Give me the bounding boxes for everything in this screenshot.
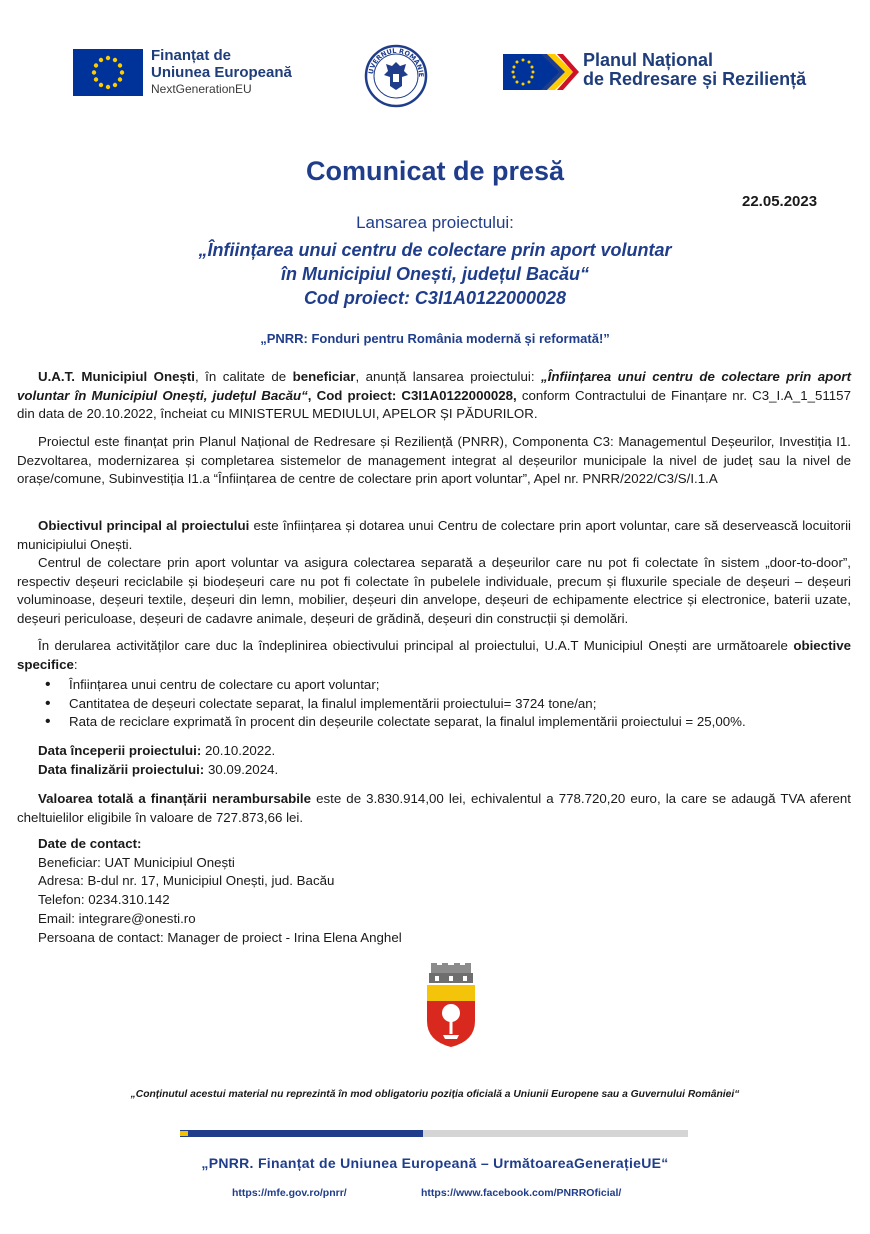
text-fragment: conform Contractului de Finanțare nr. C3_I.A_1_51157 din data de 20.10.2022, încheiat cu MINISTERUL MEDIULUI, APELOR ȘI PĂDURILOR. (17, 387, 851, 422)
paragraph-main-objective (17, 517, 851, 554)
eu-funding-line2: Uniunea Europeană (151, 64, 292, 81)
pnrr-logo-line2: de Redresare și Reziliență (583, 69, 807, 89)
contact-address: Adresa: B-dul nr. 17, Municipiul Onești, jud. Bacău (38, 873, 335, 889)
start-date-label: Data începerii proiectului: (38, 743, 202, 758)
financing-text: este de 3.830.914,00 lei, echivalentul a 778.720,20 euro, la care se adaugă TVA aferent cheltuielilor eligibile în valoare de 727.873,66 lei. (17, 791, 851, 825)
municipality-crest-logo (425, 963, 477, 1047)
page-title: Comunicat de presă (305, 156, 565, 186)
specific-objectives-label: obiective specifice (17, 638, 851, 672)
contact-phone: Telefon: 0234.310.142 (38, 892, 170, 908)
contact-heading: Date de contact: (38, 836, 142, 851)
eu-funding-line3: NextGenerationEU (151, 82, 252, 96)
pnrr-logo-label (583, 51, 806, 89)
objectives-list (45, 676, 845, 732)
footer-divider-accent (180, 1131, 188, 1136)
end-date-value: 30.09.2024. (204, 762, 279, 777)
footer-motto: „PNRR. Finanțat de Uniunea Europeană – UrmătoareaGenerațieUE“ (201, 1155, 669, 1171)
release-date: 22.05.2023 (742, 193, 818, 210)
start-date-value: 20.10.2022. (201, 743, 276, 758)
beneficiary-name: U.A.T. Municipiul Onești (38, 369, 195, 384)
end-date (38, 761, 278, 780)
text-fragment: este înființarea și dotarea unui Centru de colectare prin aport voluntar, care să deservească locuitorii municipiului Onești. (17, 518, 851, 552)
paragraph-financing-value (17, 790, 851, 827)
eu-funding-label (151, 47, 292, 97)
end-date-label: Data finalizării proiectului: (38, 762, 205, 777)
seal-text: UVERNUL ROMÂNIE (367, 46, 426, 78)
government-seal-logo (364, 44, 428, 108)
contact-email: Email: integrare@onesti.ro (38, 910, 196, 926)
subtitle: Lansarea proiectului: (356, 213, 514, 232)
project-title-line1: „Înființarea unui centru de colectare prin aport voluntar (198, 240, 672, 260)
text-fragment: , în calitate de (195, 369, 293, 384)
project-title-line2: în Municipiul Onești, județul Bacău“ (280, 264, 590, 284)
financing-label: Valoarea totală a finanțării nerambursabile (38, 791, 312, 806)
main-objective-label: Obiectivul principal al proiectului (38, 518, 250, 533)
pnrr-logo-line1: Planul Național (583, 50, 714, 70)
pnrr-facebook-link[interactable]: https://www.facebook.com/PNRROficial/ (421, 1187, 622, 1199)
pnrr-flag-logo (503, 52, 579, 92)
project-title (0, 238, 870, 310)
text-fragment: În derularea activităților care duc la îndeplinirea obiectivului principal al proiectului, U.A.T Municipiul Onești are următoarele (38, 638, 794, 653)
list-item: • Înființarea unui centru de colectare cu aport voluntar; (45, 676, 845, 695)
project-name-inline: „Înființarea unui centru de colectare prin aport voluntar în Municipiul Onești, județul Bacău“ (17, 369, 852, 403)
paragraph-intro (17, 368, 851, 424)
pnrr-motto: „PNRR: Fonduri pentru România modernă și reformată!” (260, 331, 610, 346)
contact-block (38, 835, 402, 947)
list-item: • Rata de reciclare exprimată în procent din deșeurile colectate separat, la finalul implementării proiectului = 25,00%. (45, 713, 845, 732)
footer-disclaimer: „Conținutul acestui material nu reprezintă în mod obligatoriu poziția oficială a Uniunii Europene sau a Guvernului României“ (130, 1089, 740, 1100)
text-fragment: , anunță lansarea proiectului: (355, 369, 542, 384)
paragraph-collection-center: Centrul de colectare prin aport voluntar va asigura colectarea separată a deșeurilor care nu pot fi colectate în sistem „door-to-door”, respectiv deșeuri reciclabile și biodeșeuri care nu pot fi colectate în pubelele individuale, precum și fluxurile speciale de deșeuri – deșeuri voluminoase, deșeuri textile, deșeuri din lemn, mobilier, deșeuri din anvelope, deșeuri de echipamente electrice și electronice, baterii uzate, deșeuri periculoase, deșeuri de cadavre animale, deșeuri de grădină, deșeuri din construcții și demolări. (17, 555, 851, 627)
eu-flag-logo (73, 49, 143, 96)
contact-beneficiary: Beneficiar: UAT Municipiul Onești (38, 854, 235, 870)
paragraph-specific-objectives (17, 637, 851, 674)
start-date (38, 742, 275, 761)
eu-funding-line1: Finanțat de (151, 47, 232, 64)
list-item: • Cantitatea de deșeuri colectate separat, la finalul implementării proiectului= 3724 tone/an; (45, 695, 845, 714)
project-code: Cod proiect: C3I1A0122000028 (303, 288, 567, 308)
contact-person: Persoana de contact: Manager de proiect - Irina Elena Anghel (38, 929, 402, 945)
footer-divider-gray (423, 1130, 688, 1137)
project-code-inline: , Cod proiect: C3I1A0122000028, (307, 387, 517, 403)
footer-divider-blue (180, 1130, 423, 1137)
text-fragment: : (73, 656, 78, 672)
pnrr-website-link[interactable]: https://mfe.gov.ro/pnrr/ (232, 1187, 347, 1199)
beneficiary-role: beneficiar (292, 369, 356, 384)
paragraph-financing-source: Proiectul este finanțat prin Planul Național de Redresare și Reziliență (PNRR), Componenta C3: Managementul Deșeurilor, Investiția I1. Dezvoltarea, modernizarea și completarea sistemelor de management integrat al deșeurilor municipale la nivel de județ sau la nivel de orașe/comune, Subinvestiția I1.a “Înființarea de centre de colectare prin aport voluntar”, Apel nr. PNRR/2022/C3/S/I.1.A (17, 434, 851, 487)
eu-stars-icon (73, 49, 143, 96)
